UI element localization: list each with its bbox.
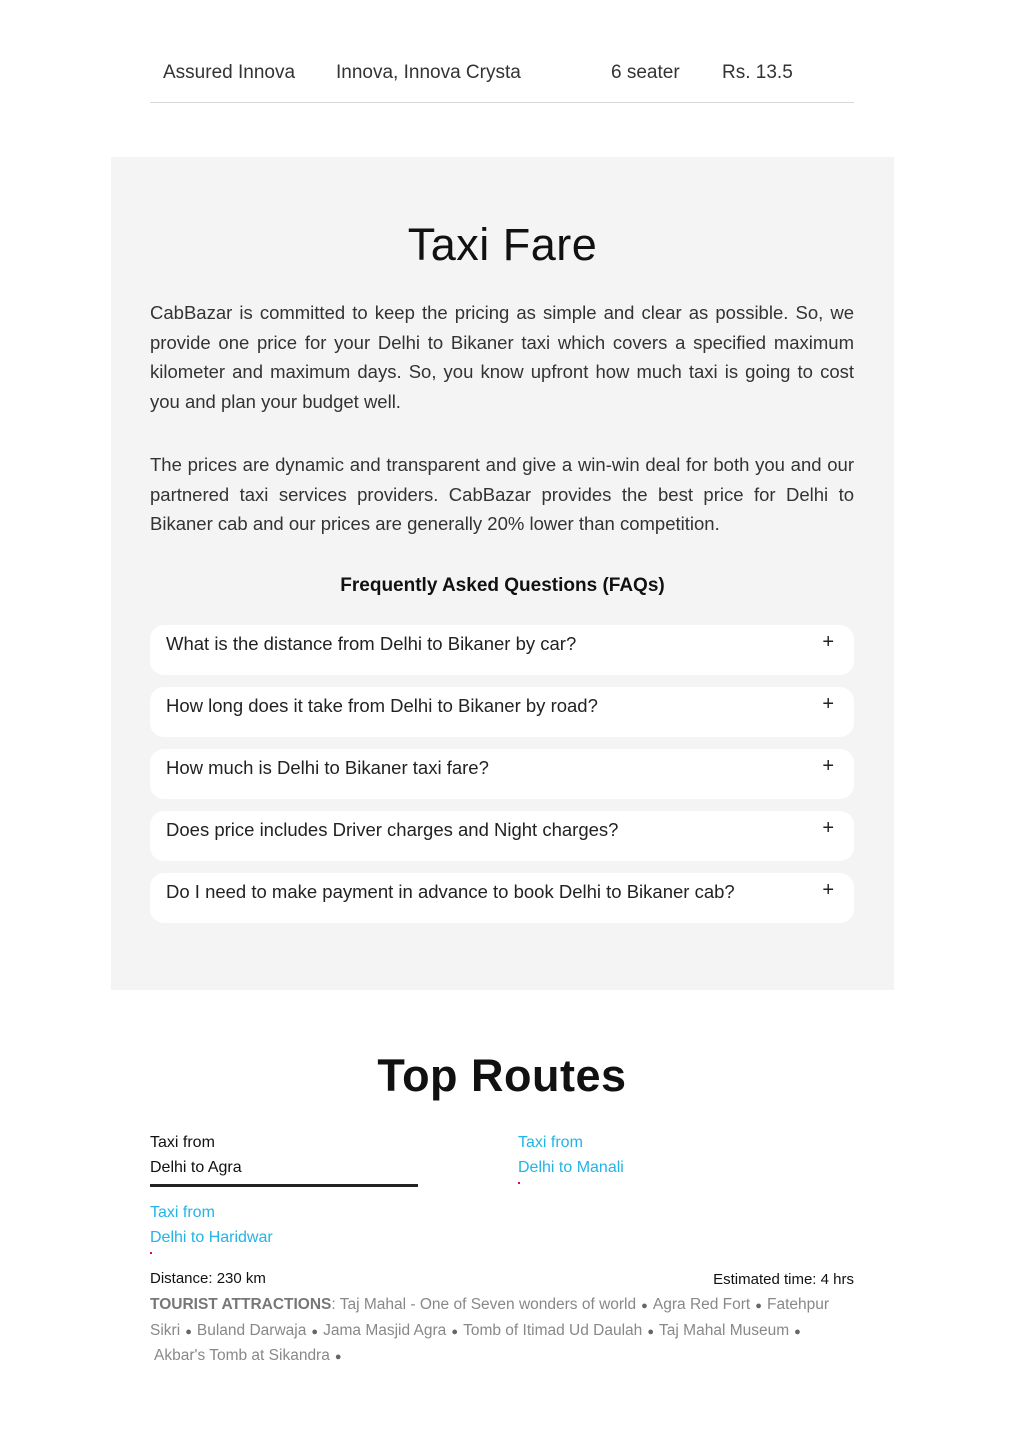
faq-item[interactable]: [150, 687, 854, 737]
expand-plus-icon[interactable]: +: [822, 755, 834, 777]
faq-item[interactable]: [150, 873, 854, 923]
route-line-2: Delhi to Manali: [518, 1159, 624, 1176]
tourist-attractions: TOURIST ATTRACTIONS: Taj Mahal - One of Seven wonders of world ● Agra Red Fort ● Fatehpur Sikri ● Buland Darwaja ● Jama Masjid Agra ● Tomb of Itimad Ud Daulah ● Taj Mahal Museum ● Akbar's Tomb at Sikandra ●: [150, 1296, 830, 1364]
route-tab-delhi-agra[interactable]: [150, 1130, 242, 1180]
car-seats: 6 seater: [611, 62, 680, 83]
route-estimated-time: Estimated time: 4 hrs: [713, 1271, 854, 1288]
route-line-2: Delhi to Agra: [150, 1159, 242, 1176]
route-tab-delhi-haridwar[interactable]: [150, 1200, 273, 1250]
faq-heading: Frequently Asked Questions (FAQs): [340, 575, 665, 596]
faq-item[interactable]: [150, 749, 854, 799]
fare-paragraph-1: CabBazar is committed to keep the pricing as simple and clear as possible. So, we provide one price for your Delhi to Bikaner taxi which covers a specified maximum kilometer and maximum days. So, you know upfront how much taxi is going to cost you and plan your budget well.: [150, 302, 854, 412]
faq-item[interactable]: [150, 811, 854, 861]
bullet-separator: ●: [752, 1300, 766, 1312]
attraction: Agra Red Fort: [652, 1296, 751, 1313]
attraction: Taj Mahal Museum: [659, 1321, 790, 1339]
car-category: Assured Innova: [163, 62, 296, 83]
attraction: Akbar's Tomb at Sikandra: [154, 1347, 330, 1364]
route-line-1: Taxi from: [518, 1134, 583, 1151]
car-rate: Rs. 13.5: [722, 62, 793, 83]
taxi-fare-section: [111, 157, 894, 990]
expand-plus-icon[interactable]: +: [822, 879, 834, 901]
route-line-2: Delhi to Haridwar: [150, 1229, 273, 1246]
route-line-1: Taxi from: [150, 1204, 215, 1221]
attractions-label: TOURIST ATTRACTIONS: [150, 1296, 332, 1313]
route-marker: [150, 1252, 152, 1254]
route-distance: Distance: 230 km: [150, 1270, 266, 1287]
expand-plus-icon[interactable]: +: [822, 693, 834, 715]
route-marker: [518, 1182, 520, 1184]
bullet-separator: ●: [331, 1351, 342, 1363]
faq-question: Does price includes Driver charges and Night charges?: [166, 819, 619, 840]
attraction: Fatehpur Sikri: [150, 1296, 830, 1339]
faq-question: Do I need to make payment in advance to book Delhi to Bikaner cab?: [166, 881, 735, 902]
attraction: Taj Mahal - One of Seven wonders of world: [339, 1296, 637, 1313]
bullet-separator: ●: [448, 1325, 462, 1338]
faq-question: What is the distance from Delhi to Bikaner by car?: [166, 633, 577, 654]
car-models: Innova, Innova Crysta: [336, 62, 521, 83]
fare-paragraph-2: The prices are dynamic and transparent and give a win-win deal for both you and our partnered taxi services providers. CabBazar provides the best price for Delhi to Bikaner cab and our prices are generally 20% lower than competition.: [150, 454, 854, 534]
expand-plus-icon[interactable]: +: [822, 631, 834, 653]
expand-plus-icon[interactable]: +: [822, 817, 834, 839]
bullet-separator: ●: [182, 1325, 195, 1338]
active-route-underline: [150, 1184, 418, 1187]
attraction: Tomb of Itimad Ud Daulah: [463, 1321, 643, 1339]
bullet-separator: ●: [644, 1325, 658, 1338]
route-tab-delhi-manali[interactable]: [518, 1130, 624, 1180]
faq-question: How long does it take from Delhi to Bikaner by road?: [166, 695, 598, 716]
bullet-separator: ●: [638, 1300, 651, 1312]
attraction: Jama Masjid Agra: [323, 1321, 447, 1339]
route-line-1: Taxi from: [150, 1134, 215, 1151]
top-routes-title: Top Routes: [377, 1050, 627, 1101]
bullet-separator: ●: [308, 1325, 322, 1338]
bullet-separator: ●: [791, 1325, 801, 1338]
car-category-row: [150, 58, 854, 103]
faq-item[interactable]: [150, 625, 854, 675]
faq-question: How much is Delhi to Bikaner taxi fare?: [166, 757, 489, 778]
attraction: Buland Darwaja: [196, 1321, 307, 1339]
taxi-fare-title: Taxi Fare: [407, 219, 598, 270]
